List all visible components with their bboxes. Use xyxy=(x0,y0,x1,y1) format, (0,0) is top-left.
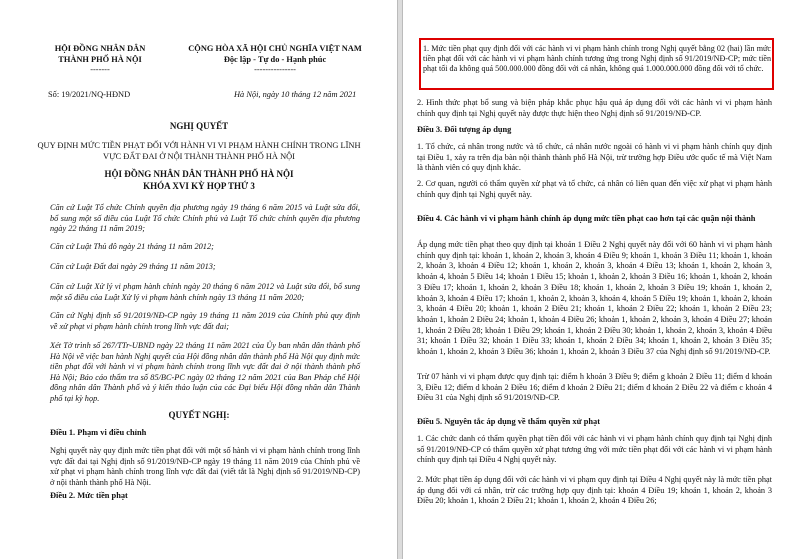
article-4-title: Điều 4. Các hành vi vi phạm hành chính áp dụng mức tiền phạt cao hơn tại các quận nội thành xyxy=(417,214,756,223)
issuer-name-line1: HỘI ĐỒNG NHÂN DÂN xyxy=(54,44,146,53)
article-3-clause-2: 2. Cơ quan, người có thẩm quyền xử phạt và tổ chức, cá nhân có liên quan đến việc xử phạt vi phạm hành chính quy định tại Nghị quyết này. xyxy=(417,179,772,199)
right-document-page xyxy=(402,0,800,559)
article-5-clause-1: 1. Các chức danh có thẩm quyền phạt tiền đối với các hành vi vi phạm hành chính quy định tại Nghị định số 91/2019/NĐ-CP có thẩm quyền xử phạt tương ứng với mức tiền phạt đối với các hành vi vi phạm hành chính quy định tại Điều 4 Nghị quyết này. xyxy=(417,434,772,465)
article-5-title: Điều 5. Nguyên tắc áp dụng về thẩm quyền xử phạt xyxy=(417,417,601,426)
document-type-title: NGHỊ QUYẾT xyxy=(169,121,229,131)
highlighted-fine-rule: 1. Mức tiền phạt quy định đối với các hành vi vi phạm hành chính trong Nghị quyết bằng 02 (hai) lần mức tiền phạt đối với các hành vi vi phạm hành chính tương ứng trong Nghị định số 91/2019/NĐ-CP; mức tiền phạt tối đa không quá 500.000.000 đồng đối với cá nhân, không quá 1.000.000.000 đồng đối với tổ chức. xyxy=(423,44,771,73)
legal-basis-1: Căn cứ Luật Tổ chức Chính quyền địa phương ngày 19 tháng 6 năm 2015 và Luật sửa đổi, bổ sung một số điều của Luật Tổ chức Chính phủ và Luật Tổ chức chính quyền địa phương ngày 22 tháng 11 năm 2019; xyxy=(50,203,360,234)
article-4-clause-1: Áp dụng mức tiền phạt theo quy định tại khoản 1 Điều 2 Nghị quyết này đối với 60 hành vi vi phạm hành chính quy định tại: khoản 1, khoản 2, khoản 3, khoản 4 Điều 9; khoản 1, khoản 3 Điều 11; khoản 1, khoản 2, khoản 3, khoản 4 Điều 12; khoản 1, khoản 2, khoản 3, khoản 4 Điều 13; khoản 1, khoản 2, khoản 3, khoản 4, khoản 5 Điều 14; khoản 1 Điều 15; khoản 1, khoản 2, khoản 3 Điều 16; khoản 1, khoản 2, khoản 3 Điều 17; khoản 1, khoản 2, khoản 3 Điều 18; khoản 1, khoản 2, khoản 3 Điều 19; khoản 1, khoản 2, khoản 3, khoản 4 Điều 17; khoản 1, khoản 2, khoản 3, khoản 4, khoản 5 Điều 19; khoản 1, khoản 2, khoản 3, khoản 4 Điều 20; khoản 1, khoản 2 Điều 21; khoản 1, khoản 2 Điều 22; khoản 1, khoản 2 Điều 23; khoản 1, khoản 2 Điều 24; khoản 1, khoản 4 Điều 26; khoản 1, khoản 2, khoản 3, khoản 4 Điều 27; khoản 1, khoản 2 Điều 28; khoản 1 Điều 29; khoản 1, khoản 2 Điều 30; khoản 1, khoản 2, khoản 3, khoản 4 Điều 31; khoản 1 Điều 32; khoản 1 Điều 33; khoản 1, khoản 2 Điều 34; khoản 1, khoản 2, khoản 3 Điều 35; khoản 1, khoản 2, khoản 3 Điều 36; khoản 1, khoản 2, khoản 3 Điều 37 của Nghị định số 91/2019/NĐ-CP. xyxy=(417,240,772,357)
article-2-title: Điều 2. Mức tiền phạt xyxy=(50,491,128,500)
place-and-date: Hà Nội, ngày 10 tháng 12 năm 2021 xyxy=(234,90,357,99)
legal-basis-2: Căn cứ Luật Thủ đô ngày 21 tháng 11 năm 2012; xyxy=(50,242,214,251)
council-session: KHÓA XVI KỲ HỌP THỨ 3 xyxy=(143,181,255,191)
document-number: Số: 19/2021/NQ-HĐND xyxy=(48,90,131,99)
article-5-clause-2: 2. Mức phạt tiền áp dụng đối với các hành vi vi phạm quy định tại Điều 4 Nghị quyết này là mức tiền phạt áp dụng đối với cá nhân, trừ các trường hợp quy định tại: khoản 4 Điều 19; khoản 1, khoản 2, khoản 3 Điều 20; khoản 1, khoản 2 Điều 21; khoản 1, khoản 2, khoản 4 Điều 26; xyxy=(417,475,772,506)
legal-basis-4: Căn cứ Luật Xử lý vi phạm hành chính ngày 20 tháng 6 năm 2012 và Luật sửa đổi, bổ sung một số điều của Luật Xử lý vi phạm hành chính ngày 13 tháng 11 năm 2020; xyxy=(50,282,360,302)
article-3-clause-1: 1. Tổ chức, cá nhân trong nước và tổ chức, cá nhân nước ngoài có hành vi vi phạm hành chính quy định tại Điều 1, xảy ra trên địa bàn nội thành thành phố Hà Nội, trừ trường hợp Điều ước quốc tế mà Việt Nam là thành viên có quy định khác. xyxy=(417,142,772,173)
nation-rule: --------------- xyxy=(254,65,296,74)
nation-title: CỘNG HÒA XÃ HỘI CHỦ NGHĨA VIỆT NAM xyxy=(188,44,362,53)
legal-basis-3: Căn cứ Luật Đất đai ngày 29 tháng 11 năm 2013; xyxy=(50,262,216,271)
article-1-text: Nghị quyết này quy định mức tiền phạt đối với một số hành vi vi phạm hành chính trong lĩnh vực đất đai tại Nghị định số 91/2019/NĐ-CP ngày 19 tháng 11 năm 2019 của Chính phủ về xử phạt vi phạm hành chính trong lĩnh vực đất đai (viết tắt là Nghị định số 91/2019/NĐ-CP) ở nội thành thành phố Hà Nội. xyxy=(50,446,360,487)
council-name: HỘI ĐỒNG NHÂN DÂN THÀNH PHỐ HÀ NỘI xyxy=(104,169,294,179)
resolution-heading: QUYẾT NGHỊ: xyxy=(168,410,230,420)
issuer-name-line2: THÀNH PHỐ HÀ NỘI xyxy=(58,55,142,64)
issuer-rule: ------- xyxy=(90,65,110,74)
article-4-clause-2: Trừ 07 hành vi vi phạm được quy định tại: điểm h khoản 3 Điều 9; điểm g khoản 2 Điều 11; điểm d khoản 3, Điều 12; điểm d khoản 2 Điều 16; điểm đ khoản 2 Điều 21; điểm đ khoản 2 Điều 22 và điểm c khoản 4 Điều 31 của Nghị định số 91/2019/NĐ-CP. xyxy=(417,372,772,403)
nation-motto: Độc lập - Tự do - Hạnh phúc xyxy=(223,55,327,64)
article-3-title: Điều 3. Đối tượng áp dụng xyxy=(417,125,512,134)
legal-basis-6: Xét Tờ trình số 267/TTr-UBND ngày 22 tháng 11 năm 2021 của Ủy ban nhân dân thành phố Hà Nội về việc ban hành Nghị quyết của Hội đồng nhân dân thành phố Hà Nội quy định mức tiền phạt đối với hành vi vi phạm hành chính trong lĩnh vực đất đai ở nội thành thành phố Hà Nội; Báo cáo thẩm tra số 85/BC-PC ngày 02 tháng 12 năm 2021 của Ban Pháp chế Hội đồng nhân dân Thành phố và ý kiến thảo luận của các Đại biểu Hội đồng nhân dân Thành phố tại kỳ họp. xyxy=(50,341,360,403)
left-document-page xyxy=(0,0,398,559)
article-1-title: Điều 1. Phạm vi điều chỉnh xyxy=(50,428,147,437)
subject-line1: QUY ĐỊNH MỨC TIỀN PHẠT ĐỐI VỚI HÀNH VI VI PHẠM HÀNH CHÍNH TRONG LĨNH xyxy=(37,141,361,150)
legal-basis-5: Căn cứ Nghị định số 91/2019/NĐ-CP ngày 19 tháng 11 năm 2019 của Chính phủ quy định về xử phạt vi phạm hành chính trong lĩnh vực đất đai; xyxy=(50,311,360,331)
subject-line2: VỰC ĐẤT ĐAI Ở NỘI THÀNH THÀNH PHỐ HÀ NỘI xyxy=(103,152,295,161)
article-2-clause-2: 2. Hình thức phạt bổ sung và biện pháp khắc phục hậu quả áp dụng đối với các hành vi vi phạm hành chính quy định tại Nghị quyết này được thực hiện theo Nghị định số 91/2019/NĐ-CP. xyxy=(417,98,772,118)
